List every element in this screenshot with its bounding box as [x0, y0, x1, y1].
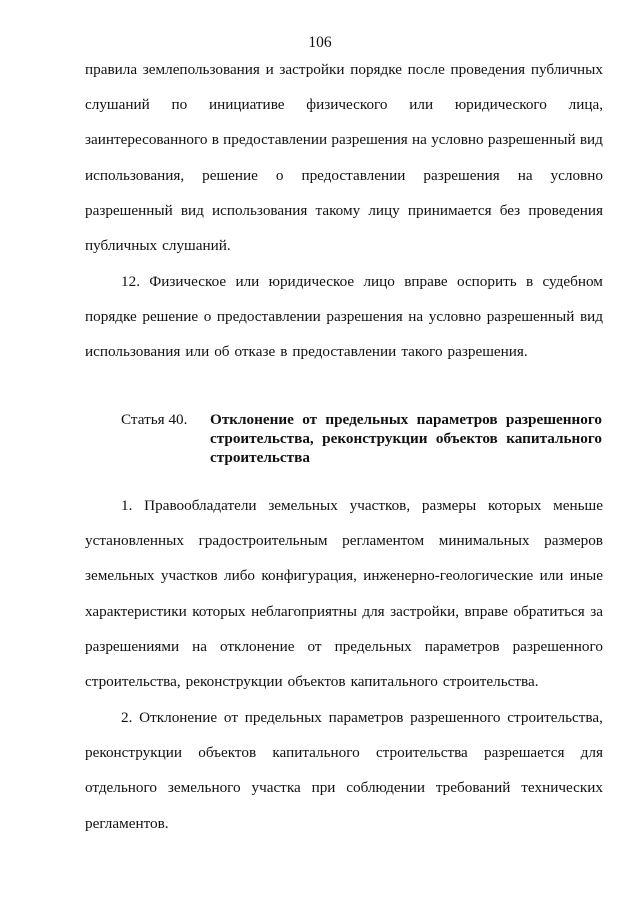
article-title-line: строительства, реконструкции объектов капитального	[210, 430, 602, 447]
paragraph-line: отдельного земельного участка при соблюдении требований технических	[85, 779, 603, 796]
paragraph-line: 1. Правообладатели земельных участков, размеры которых меньше	[121, 497, 603, 514]
article-title-line: строительства	[210, 449, 310, 466]
page-number: 106	[308, 34, 332, 51]
paragraph-line: 12. Физическое или юридическое лицо вправе оспорить в судебном	[121, 273, 603, 290]
paragraph-line: разрешениями на отклонение от предельных параметров разрешенного	[85, 638, 603, 655]
paragraph-line: публичных слушаний.	[85, 237, 231, 254]
article-title-line: Отклонение от предельных параметров разрешенного	[210, 411, 602, 428]
paragraph-line: 2. Отклонение от предельных параметров разрешенного строительства,	[121, 709, 603, 726]
paragraph-line: порядке решение о предоставлении разрешения на условно разрешенный вид	[85, 308, 603, 325]
paragraph-line: установленных градостроительным регламентом минимальных размеров	[85, 532, 603, 549]
paragraph-line: строительства, реконструкции объектов капитального строительства.	[85, 673, 539, 690]
paragraph-line: правила землепользования и застройки порядке после проведения публичных	[85, 61, 603, 78]
paragraph-line: характеристики которых неблагоприятны для застройки, вправе обратиться за	[85, 603, 603, 620]
paragraph-line: использования или об отказе в предоставлении такого разрешения.	[85, 343, 528, 360]
paragraph-line: разрешенный вид использования такому лицу принимается без проведения	[85, 202, 603, 219]
paragraph-line: земельных участков либо конфигурация, инженерно-геологические или иные	[85, 567, 603, 584]
paragraph-line: реконструкции объектов капитального строительства разрешается для	[85, 744, 603, 761]
paragraph-line: заинтересованного в предоставлении разрешения на условно разрешенный вид	[85, 131, 603, 148]
paragraph-line: слушаний по инициативе физического или юридического лица,	[85, 96, 603, 113]
paragraph-line: использования, решение о предоставлении разрешения на условно	[85, 167, 603, 184]
article-label: Статья 40.	[121, 411, 188, 428]
paragraph-line: регламентов.	[85, 815, 169, 832]
